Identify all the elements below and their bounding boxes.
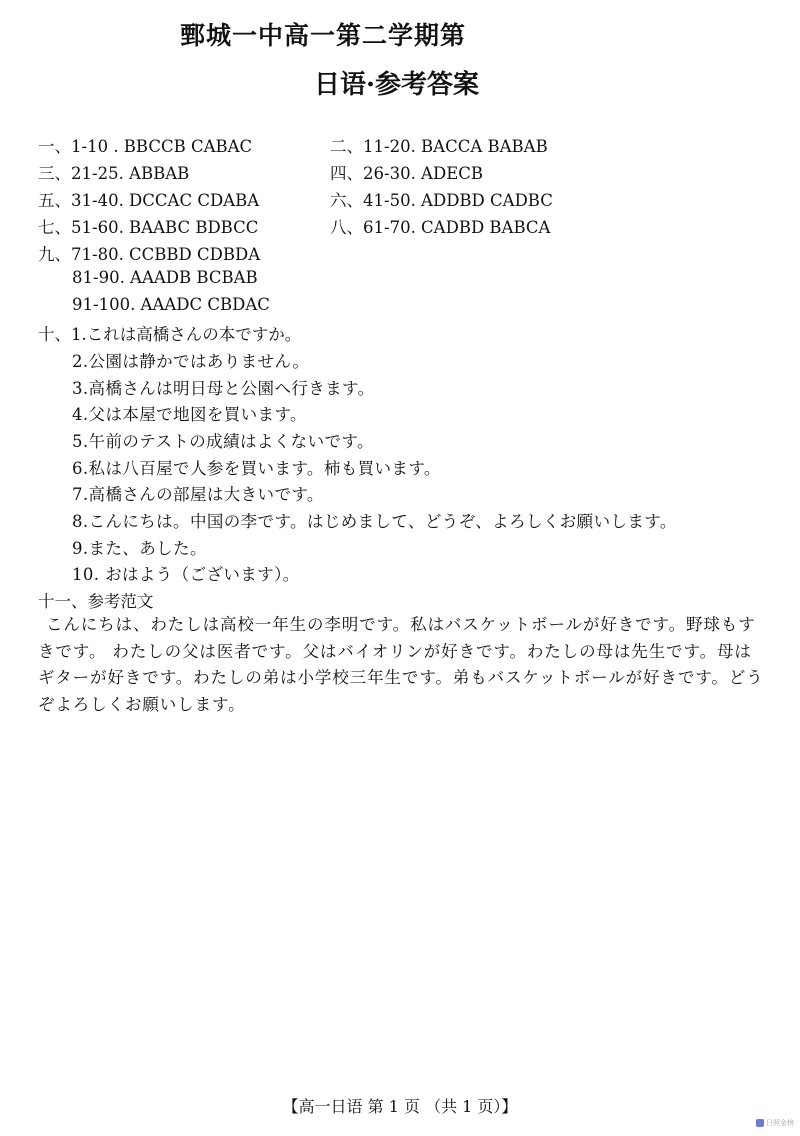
translation-item: 4.父は本屋で地図を買います。	[72, 405, 307, 424]
translation-item: 5.午前のテストの成績はよくないです。	[72, 432, 374, 451]
answer-section-5: 五、31-40. DCCAC CDABA	[38, 191, 260, 210]
translation-item: 3.高橋さんは明日母と公園へ行きます。	[72, 379, 375, 398]
document-title: 鄄城一中高一第二学期第	[180, 21, 467, 50]
answer-section-8: 八、61-70. CADBD BABCA	[330, 218, 551, 237]
translation-heading: 十、1.これは高橋さんの本ですか。	[38, 325, 302, 344]
answer-row	[38, 214, 551, 238]
translation-item: 6.私は八百屋で人参を買います。柿も買います。	[72, 459, 441, 478]
watermark-logo-icon	[756, 1119, 764, 1127]
answer-row	[38, 187, 553, 211]
watermark-text: 日照金榜	[766, 1119, 794, 1127]
answer-section-9: 九、71-80. CCBBD CDBDA	[38, 245, 261, 264]
translation-item: 10. おはよう（ございます）。	[72, 565, 300, 584]
answer-section-2: 二、11-20. BACCA BABAB	[330, 137, 548, 156]
page-footer: 【高一日语 第 1 页 （共 1 页）】	[282, 1097, 518, 1116]
translation-item: 9.また、あした。	[72, 539, 207, 558]
answer-section-7: 七、51-60. BAABC BDBCC	[38, 218, 259, 237]
answer-row	[38, 133, 548, 157]
document-subtitle: 日语·参考答案	[314, 70, 480, 100]
answer-continued-line: 81-90. AAADB BCBAB	[72, 268, 258, 287]
watermark	[756, 1118, 794, 1128]
translation-item: 8.こんにちは。中国の李です。はじめまして、どうぞ、よろしくお願いします。	[72, 512, 677, 531]
translation-item: 2.公園は静かではありません。	[72, 352, 310, 371]
answer-section-1: 一、1-10 . BBCCB CABAC	[38, 137, 253, 156]
essay-heading: 十一、参考范文	[38, 592, 154, 611]
answer-section-4: 四、26-30. ADECB	[330, 164, 483, 183]
answer-row	[38, 241, 260, 265]
answer-continued-line: 91-100. AAADC CBDAC	[72, 295, 270, 314]
answer-section-6: 六、41-50. ADDBD CADBC	[330, 191, 553, 210]
answer-section-3: 三、21-25. ABBAB	[38, 164, 190, 183]
essay-text: こんにちは、わたしは高校一年生の李明です。私はバスケットボールが好きです。野球もすきです。 わたしの父は医者です。父はバイオリンが好きです。わたしの母は先生です。母はギターが好きです。わたしの弟は小学校三年生です。弟もバスケットボールが好きです。どうぞよろしくお願いします。	[38, 615, 764, 714]
translation-item: 7.高橋さんの部屋は大きいです。	[72, 485, 324, 504]
answer-row	[38, 160, 483, 184]
